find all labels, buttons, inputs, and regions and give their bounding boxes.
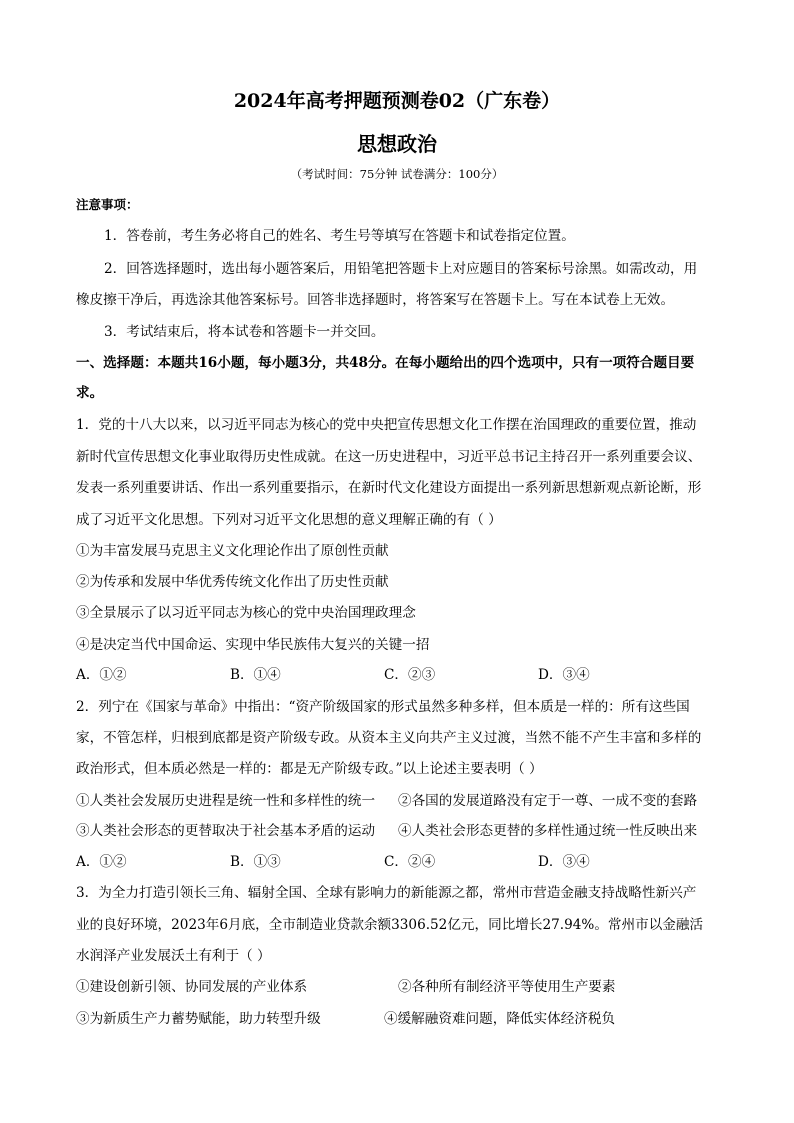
subject-title: 思想政治 <box>357 132 437 156</box>
notice-item-2-cont: 橡皮擦干净后，再选涂其他答案标号。回答非选择题时，将答案写在答题卡上。写在本试卷上无效。 <box>76 292 675 308</box>
q2-statement: ③人类社会形态的更替取决于社会基本矛盾的运动 <box>76 823 376 839</box>
q1-stem-line: 1．党的十八大以来，以习近平同志为核心的党中央把宣传思想文化工作摆在治国理政的重要位置，推动 <box>76 417 697 433</box>
q1-option-c[interactable]: C．②③ <box>384 667 436 683</box>
section-heading: 一、选择题：本题共16小题，每小题3分，共48分。在每小题给出的四个选项中，只有一项符合题目要 <box>76 355 695 371</box>
q3-statement: ②各种所有制经济平等使用生产要素 <box>398 979 616 995</box>
q3-stem-line: 水润泽产业发展沃土有利于（ ） <box>76 948 271 964</box>
q1-option-d[interactable]: D．③④ <box>538 667 590 683</box>
q3-statement: ③为新质生产力蓄势赋能，助力转型升级 <box>76 1011 321 1027</box>
q3-stem-line: 业的良好环境，2023年6月底，全市制造业贷款余额3306.52亿元，同比增长27.94%。常州市以金融活 <box>76 917 704 933</box>
q3-stem-line: 3．为全力打造引领长三角、辐射全国、全球有影响力的新能源之都，常州市营造金融支持战略性新兴产 <box>76 885 697 901</box>
q2-option-c[interactable]: C．②④ <box>384 854 436 870</box>
q1-stem-line: 新时代宣传思想文化事业取得历史性成就。在这一历史进程中，习近平总书记主持召开一系列重要会议、 <box>76 449 702 465</box>
q1-statement: ④是决定当代中国命运、实现中华民族伟大复兴的关键一招 <box>76 637 430 653</box>
q2-stem-line: 2．列宁在《国家与革命》中指出：“资产阶级国家的形式虽然多种多样，但本质是一样的：所有这些国 <box>76 699 690 715</box>
q1-stem-line: 成了习近平文化思想。下列对习近平文化思想的意义理解正确的有（ ） <box>76 512 502 528</box>
notice-item-2: 2．回答选择题时，选出每小题答案后，用铅笔把答题卡上对应题目的答案标号涂黑。如需改动，用 <box>104 261 698 277</box>
q2-stem-line: 家，不管怎样，归根到底都是资产阶级专政。从资本主义向共产主义过渡，当然不能不产生丰富和多样的 <box>76 730 702 746</box>
q3-statement: ④缓解融资难问题，降低实体经济税负 <box>384 1011 616 1027</box>
q2-option-a[interactable]: A．①② <box>76 854 127 870</box>
q2-statement: ④人类社会形态更替的多样性通过统一性反映出来 <box>398 823 698 839</box>
q2-statement: ①人类社会发展历史进程是统一性和多样性的统一 <box>76 793 376 809</box>
notice-heading: 注意事项： <box>76 197 139 212</box>
exam-info: （考试时间：75分钟 试卷满分：100分） <box>290 167 504 181</box>
q1-statement: ②为传承和发展中华优秀传统文化作出了历史性贡献 <box>76 574 389 590</box>
q2-stem-line: 政治形式，但本质必然是一样的：都是无产阶级专政。”以上论述主要表明（ ） <box>76 761 543 777</box>
section-heading-cont: 求。 <box>76 385 104 401</box>
q1-statement: ①为丰富发展马克思主义文化理论作出了原创性贡献 <box>76 543 389 559</box>
notice-item-3: 3．考试结束后，将本试卷和答题卡一并交回。 <box>104 324 385 340</box>
q3-statement: ①建设创新引领、协同发展的产业体系 <box>76 979 308 995</box>
q2-option-d[interactable]: D．③④ <box>538 854 590 870</box>
q1-statement: ③全景展示了以习近平同志为核心的党中央治国理政理念 <box>76 605 416 621</box>
q2-option-b[interactable]: B．①③ <box>230 854 281 870</box>
q2-statement: ②各国的发展道路没有定于一尊、一成不变的套路 <box>398 793 698 809</box>
q1-option-b[interactable]: B．①④ <box>230 667 281 683</box>
q1-option-a[interactable]: A．①② <box>76 667 127 683</box>
q1-stem-line: 发表一系列重要讲话、作出一系列重要指示，在新时代文化建设方面提出一系列新思想新观点新论断，形 <box>76 480 702 496</box>
notice-item-1: 1．答卷前，考生务必将自己的姓名、考生号等填写在答题卡和试卷指定位置。 <box>104 228 575 244</box>
exam-title: 2024年高考押题预测卷02（广东卷） <box>233 90 561 112</box>
